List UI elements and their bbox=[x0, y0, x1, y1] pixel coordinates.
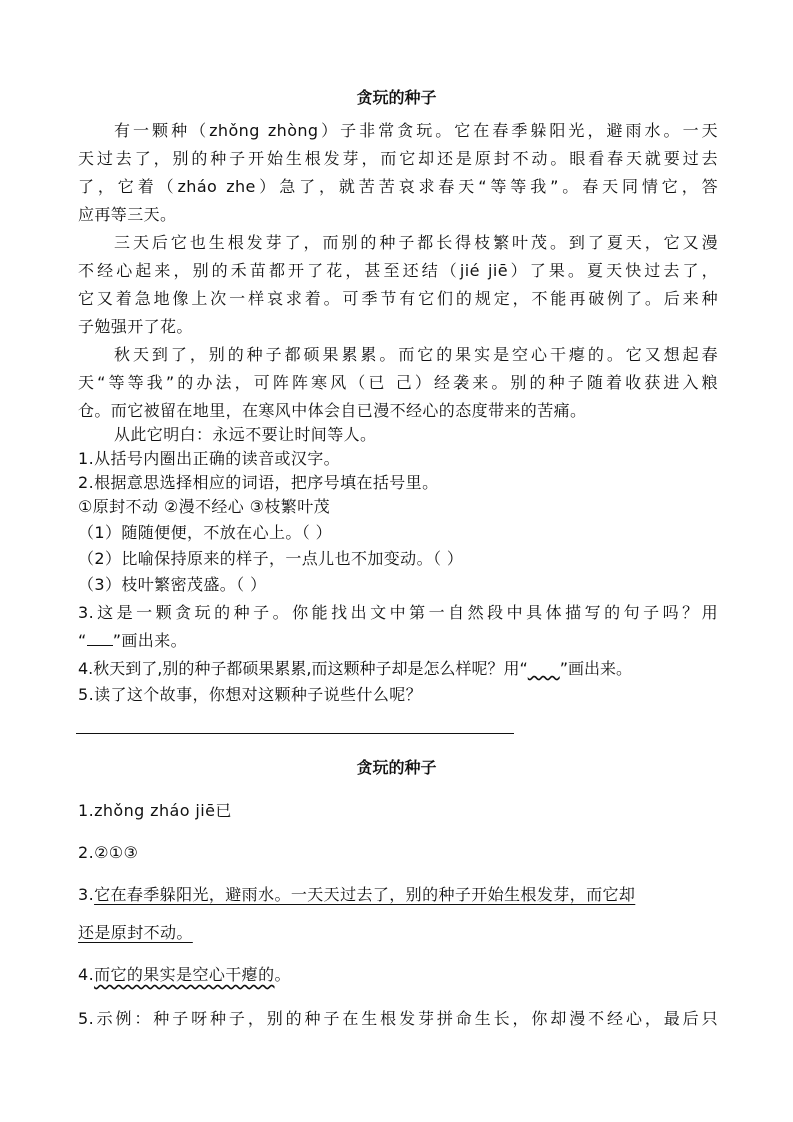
passage-line: 从此它明白：永远不要让时间等人。 bbox=[114, 425, 377, 444]
passage-line: 它又着急地像上次一样哀求着。可季节有它们的规定，不能再破例了。后来种 bbox=[78, 289, 718, 308]
question-2: 2.根据意思选择相应的词语，把序号填在括号里。 bbox=[78, 473, 439, 492]
question-5: 5.读了这个故事，你想对这颗种子说些什么呢？ bbox=[78, 685, 423, 704]
answer-3-underlined-text: 它在春季躲阳光，避雨水。一天天过去了，别的种子开始生根发芽，而它却 bbox=[94, 885, 636, 904]
passage-line: 天“等等我”的办法，可阵阵寒风（已 己）经袭来。别的种子随着收获进入粮 bbox=[78, 373, 718, 392]
answer-3-line-2 bbox=[78, 922, 718, 944]
answer-3-line-1 bbox=[78, 884, 718, 906]
question-4 bbox=[78, 658, 718, 680]
question-3-line-1: 3.这是一颗贪玩的种子。你能找出文中第一自然段中具体描写的句子吗？用 bbox=[78, 603, 718, 622]
answer-4 bbox=[78, 964, 718, 986]
answer-5: 5.示例：种子呀种子，别的种子在生根发芽拼命生长，你却漫不经心，最后只 bbox=[78, 1009, 718, 1028]
passage-line: 有一颗种（zhǒng zhòng）子非常贪玩。它在春季躲阳光，避雨水。一天 bbox=[114, 121, 718, 140]
passage-line: 秋天到了，别的种子都硕果累累。而它的果实是空心干瘪的。它又想起春 bbox=[114, 345, 718, 364]
question-2-sub-1: （1）随随便便，不放在心上。（ ） bbox=[78, 523, 333, 542]
answer-4-number: 4. bbox=[78, 965, 95, 984]
answer-2: 2.②①③ bbox=[78, 843, 139, 862]
passage-line: 不经心起来，别的禾苗都开了花，甚至还结（jié jiē）了果。夏天快过去了， bbox=[78, 261, 718, 280]
answer-4-end: 。 bbox=[274, 965, 291, 984]
passage-line: 子勉强开了花。 bbox=[78, 317, 193, 336]
passage-line: 了，它着（zháo zhe）急了，就苦苦哀求春天“等等我”。春天同情它，答 bbox=[78, 177, 718, 196]
passage-line: 三天后它也生根发芽了，而别的种子都长得枝繁叶茂。到了夏天，它又漫 bbox=[114, 233, 718, 252]
answer-4-wavy-text: 而它的果实是空心干瘪的 bbox=[94, 965, 275, 984]
question-4-text: 4.秋天到了,别的种子都硕果累累,而这颗种子却是怎么样呢？用“ bbox=[78, 659, 528, 678]
answer-3-number: 3. bbox=[78, 885, 95, 904]
straight-underline-sample bbox=[87, 631, 113, 646]
passage-line: 仓。而它被留在地里，在寒风中体会自已漫不经心的态度带来的苦痛。 bbox=[78, 401, 587, 420]
question-3-close: ”画出来。 bbox=[112, 631, 187, 650]
question-3-line-2 bbox=[78, 630, 718, 652]
passage-line: 天过去了，别的种子开始生根发芽，而它却还是原封不动。眼看春天就要过去 bbox=[78, 149, 718, 168]
answer-1: 1.zhǒng zháo jiē已 bbox=[78, 801, 232, 820]
question-1: 1.从括号内圈出正确的读音或汉字。 bbox=[78, 449, 341, 468]
answer-3-underlined-text-2: 还是原封不动。 bbox=[78, 923, 193, 942]
section-divider bbox=[76, 733, 514, 734]
passage-line: 应再等三天。 bbox=[78, 205, 177, 224]
question-2-options: ①原封不动 ②漫不经心 ③枝繁叶茂 bbox=[78, 497, 331, 516]
question-3-open-quote: “ bbox=[78, 631, 87, 650]
answers-title: 贪玩的种子 bbox=[356, 758, 437, 777]
question-2-sub-3: （3）枝叶繁密茂盛。（ ） bbox=[78, 575, 267, 594]
question-2-sub-2: （2）比喻保持原来的样子，一点儿也不加变动。（ ） bbox=[78, 549, 464, 568]
wavy-underline-sample: ​ bbox=[527, 659, 560, 678]
question-4-close: ”画出来。 bbox=[559, 659, 633, 678]
worksheet-title: 贪玩的种子 bbox=[356, 88, 437, 107]
